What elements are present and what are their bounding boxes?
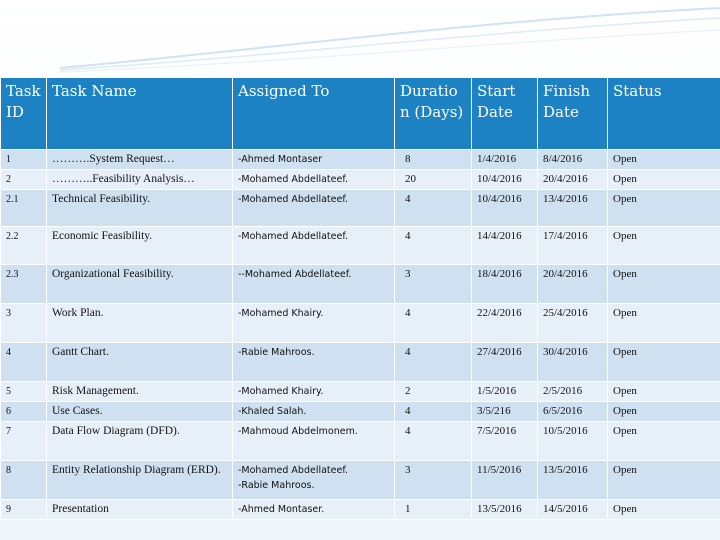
assignee-name: -Ahmed Montaser	[238, 154, 323, 165]
table-row	[1, 343, 720, 382]
finish-date-cell: 8/4/2016	[538, 150, 608, 170]
finish-date-cell: 25/4/2016	[538, 304, 608, 343]
assigned-to-cell	[233, 150, 395, 170]
task-id-cell: 2.2	[1, 227, 47, 265]
assigned-to-cell	[233, 402, 395, 422]
task-name-cell: ………..Feasibility Analysis…	[47, 170, 233, 190]
start-date-cell: 14/4/2016	[472, 227, 538, 265]
header-assigned-to: Assigned To	[233, 78, 395, 150]
header-duration: Duratio n (Days)	[395, 78, 472, 150]
header-start-date: Start Date	[472, 78, 538, 150]
task-id-cell: 9	[1, 500, 47, 520]
start-date-cell: 1/4/2016	[472, 150, 538, 170]
assignee-name: -Mohamed Abdellateef.	[238, 465, 349, 476]
start-date-cell: 11/5/2016	[472, 461, 538, 500]
task-name-cell: Organizational Feasibility.	[47, 265, 233, 304]
header-row	[1, 78, 720, 150]
assignee-name: -Ahmed Montaser.	[238, 504, 325, 515]
status-cell: Open	[608, 422, 720, 461]
task-id-cell: 2.3	[1, 265, 47, 304]
start-date-cell: 10/4/2016	[472, 170, 538, 190]
start-date-cell: 3/5/216	[472, 402, 538, 422]
task-name-cell: Data Flow Diagram (DFD).	[47, 422, 233, 461]
status-cell: Open	[608, 304, 720, 343]
task-name-cell: Risk Management.	[47, 382, 233, 402]
table-row	[1, 500, 720, 520]
status-cell: Open	[608, 150, 720, 170]
table-row	[1, 265, 720, 304]
table-row	[1, 170, 720, 190]
duration-cell: 8	[395, 150, 472, 170]
assignee-name: -Mohamed Khairy.	[238, 386, 324, 397]
table-row	[1, 150, 720, 170]
assignee-name-secondary: -Rabie Mahroos.	[238, 480, 315, 491]
start-date-cell: 13/5/2016	[472, 500, 538, 520]
duration-cell: 4	[395, 422, 472, 461]
finish-date-cell: 17/4/2016	[538, 227, 608, 265]
task-name-cell: Presentation	[47, 500, 233, 520]
table-body	[1, 150, 720, 520]
duration-cell: 4	[395, 227, 472, 265]
decorative-swoosh	[0, 0, 720, 80]
assignee-name: -Mohamed Abdellateef.	[238, 174, 349, 185]
task-id-cell: 8	[1, 461, 47, 500]
finish-date-cell: 20/4/2016	[538, 170, 608, 190]
header-task-name: Task Name	[47, 78, 233, 150]
task-id-cell: 1	[1, 150, 47, 170]
duration-cell: 4	[395, 402, 472, 422]
assignee-name: -Mohamed Abdellateef.	[238, 231, 349, 242]
assignee-name: -Khaled Salah.	[238, 406, 307, 417]
status-cell: Open	[608, 343, 720, 382]
duration-cell: 2	[395, 382, 472, 402]
status-cell: Open	[608, 461, 720, 500]
duration-cell: 20	[395, 170, 472, 190]
finish-date-cell: 13/5/2016	[538, 461, 608, 500]
duration-cell: 4	[395, 190, 472, 227]
assigned-to-cell	[233, 382, 395, 402]
table-row	[1, 227, 720, 265]
task-name-cell: ……….System Request…	[47, 150, 233, 170]
assigned-to-cell	[233, 304, 395, 343]
status-cell: Open	[608, 265, 720, 304]
assigned-to-cell	[233, 461, 395, 500]
duration-cell: 1	[395, 500, 472, 520]
assignee-name: -Mohamed Abdellateef.	[238, 194, 349, 205]
table-row	[1, 382, 720, 402]
finish-date-cell: 10/5/2016	[538, 422, 608, 461]
table-row	[1, 402, 720, 422]
start-date-cell: 18/4/2016	[472, 265, 538, 304]
assignee-name: --Mohamed Abdellateef.	[238, 269, 352, 280]
start-date-cell: 27/4/2016	[472, 343, 538, 382]
task-name-cell: Use Cases.	[47, 402, 233, 422]
start-date-cell: 7/5/2016	[472, 422, 538, 461]
assigned-to-cell	[233, 422, 395, 461]
finish-date-cell: 13/4/2016	[538, 190, 608, 227]
task-id-cell: 7	[1, 422, 47, 461]
finish-date-cell: 20/4/2016	[538, 265, 608, 304]
assigned-to-cell	[233, 500, 395, 520]
status-cell: Open	[608, 190, 720, 227]
header-finish-date: Finish Date	[538, 78, 608, 150]
table-row	[1, 461, 720, 500]
task-id-cell: 3	[1, 304, 47, 343]
task-name-cell: Gantt Chart.	[47, 343, 233, 382]
table-row	[1, 422, 720, 461]
assigned-to-cell	[233, 227, 395, 265]
assignee-name: -Rabie Mahroos.	[238, 347, 315, 358]
assignee-name: -Mahmoud Abdelmonem.	[238, 426, 358, 437]
task-table	[0, 77, 720, 520]
assigned-to-cell	[233, 170, 395, 190]
finish-date-cell: 2/5/2016	[538, 382, 608, 402]
duration-cell: 3	[395, 461, 472, 500]
header-task-id: Task ID	[1, 78, 47, 150]
assignee-name: -Mohamed Khairy.	[238, 308, 324, 319]
status-cell: Open	[608, 227, 720, 265]
start-date-cell: 22/4/2016	[472, 304, 538, 343]
status-cell: Open	[608, 500, 720, 520]
task-id-cell: 5	[1, 382, 47, 402]
task-id-cell: 4	[1, 343, 47, 382]
task-id-cell: 2	[1, 170, 47, 190]
task-id-cell: 6	[1, 402, 47, 422]
start-date-cell: 10/4/2016	[472, 190, 538, 227]
status-cell: Open	[608, 170, 720, 190]
task-name-cell: Technical Feasibility.	[47, 190, 233, 227]
assigned-to-cell	[233, 265, 395, 304]
table-header	[1, 78, 720, 150]
start-date-cell: 1/5/2016	[472, 382, 538, 402]
assigned-to-cell	[233, 343, 395, 382]
table-row	[1, 304, 720, 343]
finish-date-cell: 14/5/2016	[538, 500, 608, 520]
task-name-cell: Work Plan.	[47, 304, 233, 343]
header-status: Status	[608, 78, 720, 150]
status-cell: Open	[608, 382, 720, 402]
duration-cell: 4	[395, 304, 472, 343]
task-name-cell: Economic Feasibility.	[47, 227, 233, 265]
status-cell: Open	[608, 402, 720, 422]
finish-date-cell: 30/4/2016	[538, 343, 608, 382]
finish-date-cell: 6/5/2016	[538, 402, 608, 422]
task-id-cell: 2.1	[1, 190, 47, 227]
assigned-to-cell	[233, 190, 395, 227]
table-row	[1, 190, 720, 227]
duration-cell: 3	[395, 265, 472, 304]
duration-cell: 4	[395, 343, 472, 382]
task-name-cell: Entity Relationship Diagram (ERD).	[47, 461, 233, 500]
